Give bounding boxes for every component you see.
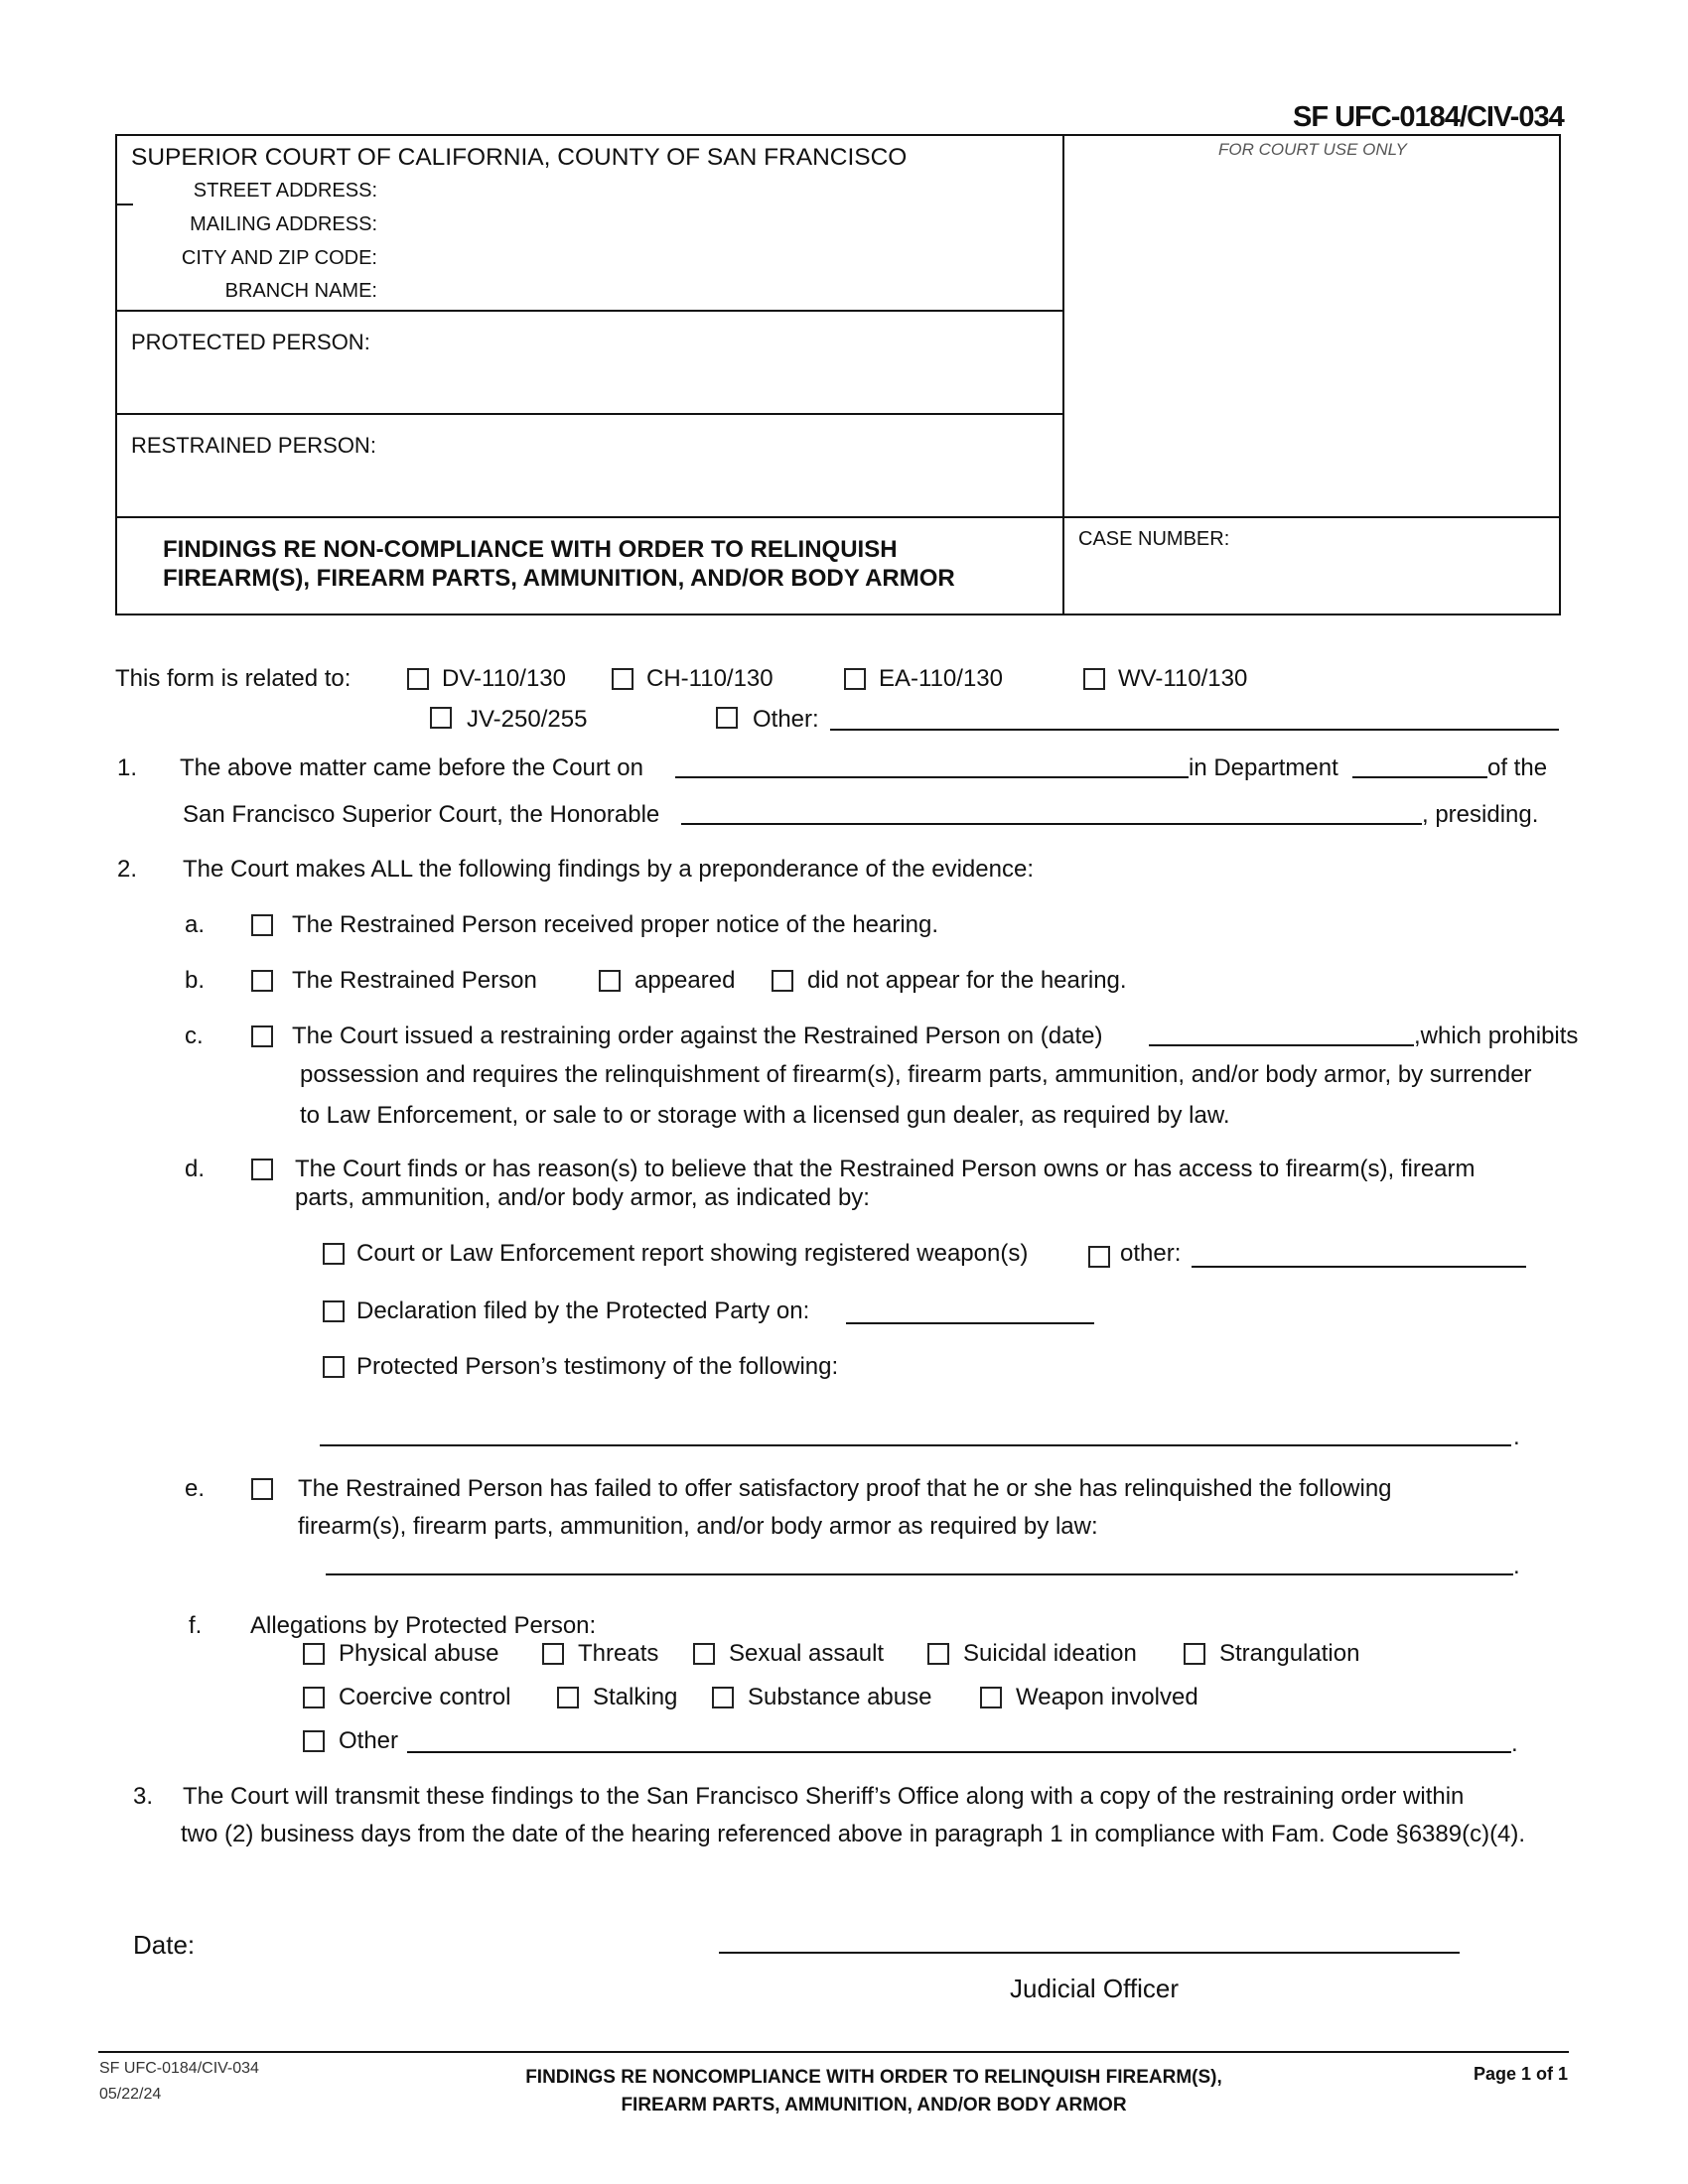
judicial-officer-signature-line[interactable]: [719, 1952, 1460, 1954]
item2f-letter: f.: [189, 1612, 203, 1639]
allegation-other-line[interactable]: [407, 1751, 1511, 1753]
checkbox-did-not-appear[interactable]: [772, 970, 793, 992]
checkbox-2a[interactable]: [251, 914, 273, 936]
city-zip-label: CITY AND ZIP CODE:: [181, 247, 377, 269]
item2a-letter: a.: [185, 911, 206, 938]
d-other-line[interactable]: [1192, 1266, 1526, 1268]
item2d-report: Court or Law Enforcement report showing registered weapon(s): [356, 1240, 1029, 1267]
item2d-letter: d.: [185, 1156, 206, 1182]
item2c-line3: to Law Enforcement, or sale to or storage with a licensed gun dealer, as required by law.: [300, 1102, 1230, 1129]
item3-line1: The Court will transmit these findings to the San Francisco Sheriff’s Office along with a copy of the restraining order within: [183, 1783, 1465, 1810]
footer-rule: [98, 2051, 1569, 2053]
checkbox-dv[interactable]: [407, 668, 429, 690]
order-date-line[interactable]: [1149, 1044, 1414, 1046]
checkbox-declaration[interactable]: [323, 1300, 345, 1322]
court-name: SUPERIOR COURT OF CALIFORNIA, COUNTY OF SAN FRANCISCO: [131, 144, 908, 171]
checkbox-2d[interactable]: [251, 1159, 273, 1180]
item2e-line1: The Restrained Person has failed to offer satisfactory proof that he or she has relinquished the following: [298, 1475, 1392, 1502]
checkbox-2c[interactable]: [251, 1025, 273, 1047]
declaration-date-line[interactable]: [846, 1322, 1094, 1324]
protected-person-label: PROTECTED PERSON:: [131, 330, 370, 354]
checkbox-strangulation[interactable]: [1184, 1643, 1205, 1665]
checkbox-report[interactable]: [323, 1243, 345, 1265]
item2c-text-a: The Court issued a restraining order against the Restrained Person on (date): [292, 1023, 1103, 1049]
item2d-declaration: Declaration filed by the Protected Party on:: [356, 1297, 810, 1324]
allegation-coercive-control: Coercive control: [339, 1684, 511, 1710]
checkbox-suicidal-ideation[interactable]: [927, 1643, 949, 1665]
checkbox-testimony[interactable]: [323, 1356, 345, 1378]
checkbox-d-other[interactable]: [1088, 1246, 1110, 1268]
item2b-did-not-appear: did not appear for the hearing.: [807, 967, 1127, 994]
related-label: This form is related to:: [115, 665, 352, 692]
item2d-line1: The Court finds or has reason(s) to believe that the Restrained Person owns or has access to firearm(s), firearm: [295, 1156, 1476, 1182]
item1-text-d: San Francisco Superior Court, the Honorable: [183, 801, 660, 828]
relinquish-period: .: [1513, 1553, 1520, 1579]
street-address-label: STREET ADDRESS:: [193, 180, 377, 202]
item1-number: 1.: [117, 754, 138, 781]
form-title-line2: FIREARM(S), FIREARM PARTS, AMMUNITION, AND/OR BODY ARMOR: [163, 565, 955, 592]
case-number-label: CASE NUMBER:: [1078, 528, 1230, 550]
item2c-letter: c.: [185, 1023, 204, 1049]
item1-text-a: The above matter came before the Court on: [180, 754, 643, 781]
allegation-physical-abuse: Physical abuse: [339, 1640, 499, 1667]
option-other: Other:: [753, 706, 819, 733]
item2e-line2: firearm(s), firearm parts, ammunition, and/or body armor as required by law:: [298, 1513, 1098, 1540]
testimony-period: .: [1513, 1424, 1520, 1450]
checkbox-ch[interactable]: [612, 668, 633, 690]
item2a-text: The Restrained Person received proper notice of the hearing.: [292, 911, 939, 938]
item2b-letter: b.: [185, 967, 206, 994]
option-dv: DV-110/130: [442, 665, 566, 692]
department-line[interactable]: [1352, 776, 1487, 778]
item2e-letter: e.: [185, 1475, 206, 1502]
checkbox-2b[interactable]: [251, 970, 273, 992]
checkbox-allegation-other[interactable]: [303, 1730, 325, 1752]
form-number: SF UFC-0184/CIV-034: [1293, 101, 1564, 133]
mailing-address-label: MAILING ADDRESS:: [190, 213, 377, 235]
hearing-date-line[interactable]: [675, 776, 1189, 778]
allegation-threats: Threats: [578, 1640, 659, 1667]
item2b-appeared: appeared: [634, 967, 736, 994]
checkbox-wv[interactable]: [1083, 668, 1105, 690]
footer-title-line1: FINDINGS RE NONCOMPLIANCE WITH ORDER TO RELINQUISH FIREARM(S),: [525, 2067, 1222, 2088]
item2d-line2: parts, ammunition, and/or body armor, as indicated by:: [295, 1184, 870, 1211]
other-form-line[interactable]: [830, 729, 1559, 731]
item1-text-c: of the: [1487, 754, 1548, 781]
checkbox-weapon-involved[interactable]: [980, 1687, 1002, 1708]
allegation-substance-abuse: Substance abuse: [748, 1684, 932, 1710]
date-label: Date:: [133, 1930, 196, 1960]
branch-name-label: BRANCH NAME:: [224, 280, 377, 302]
item2d-testimony: Protected Person’s testimony of the following:: [356, 1353, 839, 1380]
checkbox-2e[interactable]: [251, 1478, 273, 1500]
checkbox-appeared[interactable]: [599, 970, 621, 992]
option-ea: EA-110/130: [879, 665, 1003, 692]
checkbox-sexual-assault[interactable]: [693, 1643, 715, 1665]
option-jv: JV-250/255: [467, 706, 588, 733]
item3-line2: two (2) business days from the date of the hearing referenced above in paragraph 1 in compliance with Fam. Code §6389(c)(4).: [181, 1821, 1526, 1847]
item1-text-e: , presiding.: [1422, 801, 1539, 828]
option-ch: CH-110/130: [646, 665, 774, 692]
allegation-other: Other: [339, 1727, 399, 1754]
checkbox-jv[interactable]: [430, 707, 452, 729]
checkbox-other[interactable]: [716, 707, 738, 729]
judicial-officer-label: Judicial Officer: [1010, 1974, 1180, 2003]
checkbox-stalking[interactable]: [557, 1687, 579, 1708]
item2c-text-b: ,which prohibits: [1414, 1023, 1579, 1049]
relinquish-items-line[interactable]: [326, 1573, 1513, 1575]
court-use-only-label: FOR COURT USE ONLY: [1218, 140, 1407, 159]
item2-number: 2.: [117, 856, 138, 883]
checkbox-substance-abuse[interactable]: [712, 1687, 734, 1708]
option-wv: WV-110/130: [1118, 665, 1248, 692]
page-number: Page 1 of 1: [1474, 2064, 1569, 2084]
checkbox-coercive-control[interactable]: [303, 1687, 325, 1708]
allegation-weapon-involved: Weapon involved: [1016, 1684, 1198, 1710]
allegation-other-period: .: [1511, 1730, 1518, 1757]
item1-text-b: in Department: [1189, 754, 1338, 781]
item2f-label: Allegations by Protected Person:: [250, 1612, 597, 1639]
judge-name-line[interactable]: [681, 823, 1422, 825]
form-title-line1: FINDINGS RE NON-COMPLIANCE WITH ORDER TO RELINQUISH: [163, 536, 898, 563]
testimony-line[interactable]: [320, 1444, 1511, 1446]
checkbox-ea[interactable]: [844, 668, 866, 690]
allegation-stalking: Stalking: [593, 1684, 678, 1710]
item2c-line2: possession and requires the relinquishment of firearm(s), firearm parts, ammunition, and/or body armor, by surrender: [300, 1061, 1532, 1088]
allegation-suicidal-ideation: Suicidal ideation: [963, 1640, 1137, 1667]
allegation-sexual-assault: Sexual assault: [729, 1640, 885, 1667]
checkbox-threats[interactable]: [542, 1643, 564, 1665]
footer-title-line2: FIREARM PARTS, AMMUNITION, AND/OR BODY ARMOR: [621, 2095, 1127, 2116]
checkbox-physical-abuse[interactable]: [303, 1643, 325, 1665]
item2d-other: other:: [1120, 1240, 1182, 1267]
footer-revision-date: 05/22/24: [99, 2086, 162, 2103]
item2b-text: The Restrained Person: [292, 967, 537, 994]
item3-number: 3.: [133, 1783, 154, 1810]
allegation-strangulation: Strangulation: [1219, 1640, 1360, 1667]
restrained-person-label: RESTRAINED PERSON:: [131, 433, 376, 458]
item2-intro: The Court makes ALL the following findings by a preponderance of the evidence:: [183, 856, 1034, 883]
footer-form-number: SF UFC-0184/CIV-034: [99, 2060, 259, 2077]
